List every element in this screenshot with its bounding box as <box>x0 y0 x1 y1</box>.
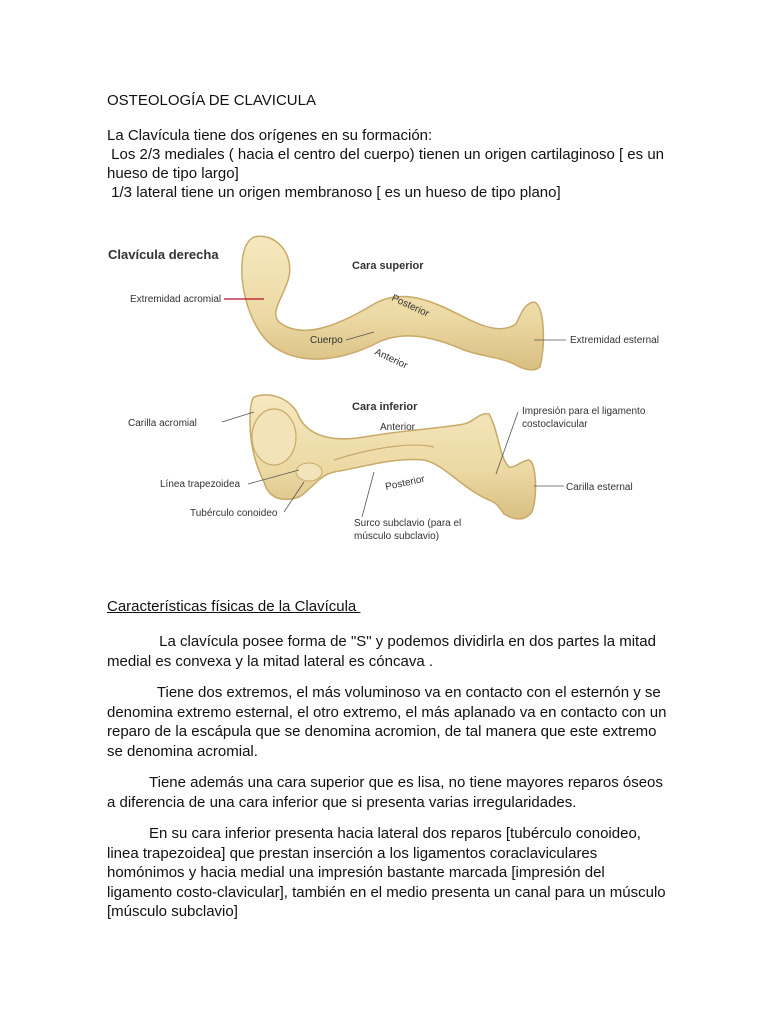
superior-view-title: Cara superior <box>352 260 424 272</box>
label-tuberculo-conoideo: Tubérculo conoideo <box>190 508 278 519</box>
document-title: OSTEOLOGÍA DE CLAVICULA <box>107 92 316 109</box>
figure-title: Clavícula derecha <box>108 247 219 262</box>
paragraph-text: La clavícula posee forma de "S" y podemos dividirla en dos partes la mitad medial es convexa y la mitad lateral es cóncava . <box>107 633 656 670</box>
paragraph <box>107 683 667 761</box>
clavicle-inferior-view <box>250 395 536 519</box>
clavicle-figure <box>104 232 664 562</box>
label-impresion-line1: Impresión para el ligamento <box>522 406 646 417</box>
label-surco-line1: Surco subclavio (para el <box>354 518 462 529</box>
paragraph-text: En su cara inferior presenta hacia lateral dos reparos [tubérculo conoideo, linea trapezoidea] que prestan inserción a los ligamentos coraclaviculares homónimos y hacia medial una impresión bastante marcada [impresión del ligamento costo-clavicular], también en el medio presenta un canal para un músculo [músculo subclavio] <box>107 825 666 920</box>
leader-line <box>222 412 254 422</box>
label-anterior-inferior: Anterior <box>380 422 416 433</box>
body-text <box>107 632 667 934</box>
intro-block <box>107 126 667 202</box>
label-surco-line2: músculo subclavio) <box>354 531 440 542</box>
label-posterior-inferior: Posterior <box>384 473 426 493</box>
carilla-acromial-surface <box>252 409 296 465</box>
paragraph <box>107 773 667 812</box>
intro-line: 1/3 lateral tiene un origen membranoso [ es un hueso de tipo plano] <box>107 184 561 201</box>
label-carilla-esternal: Carilla esternal <box>566 482 633 493</box>
tuberculo-conoideo-shape <box>296 463 322 481</box>
leader-line <box>362 472 374 517</box>
intro-line: La Clavícula tiene dos orígenes en su formación: <box>107 127 433 144</box>
label-impresion-line2: costoclavicular <box>522 419 588 430</box>
label-linea-trapezoidea: Línea trapezoidea <box>160 479 241 490</box>
label-anterior-superior: Anterior <box>372 346 410 372</box>
label-extremidad-esternal: Extremidad esternal <box>570 335 659 346</box>
paragraph <box>107 632 667 671</box>
label-carilla-acromial: Carilla acromial <box>128 418 197 429</box>
inferior-view-title: Cara inferior <box>352 401 418 413</box>
paragraph-text: Tiene además una cara superior que es lisa, no tiene mayores reparos óseos a diferencia de una cara inferior que si presenta varias irregularidades. <box>107 774 663 811</box>
label-cuerpo: Cuerpo <box>310 335 343 346</box>
paragraph <box>107 824 667 922</box>
label-posterior-superior: Posterior <box>389 292 431 320</box>
section-heading: Características físicas de la Clavícula <box>107 598 361 615</box>
label-extremidad-acromial: Extremidad acromial <box>130 294 222 305</box>
intro-line: Los 2/3 mediales ( hacia el centro del cuerpo) tienen un origen cartilaginoso [ es un hueso de tipo largo] <box>107 146 669 182</box>
paragraph-text: Tiene dos extremos, el más voluminoso va en contacto con el esternón y se denomina extremo esternal, el otro extremo, el más aplanado va en contacto con un reparo de la escápula que se denomina acromion, de tal manera que este extremo se denomina acromial. <box>107 684 667 760</box>
